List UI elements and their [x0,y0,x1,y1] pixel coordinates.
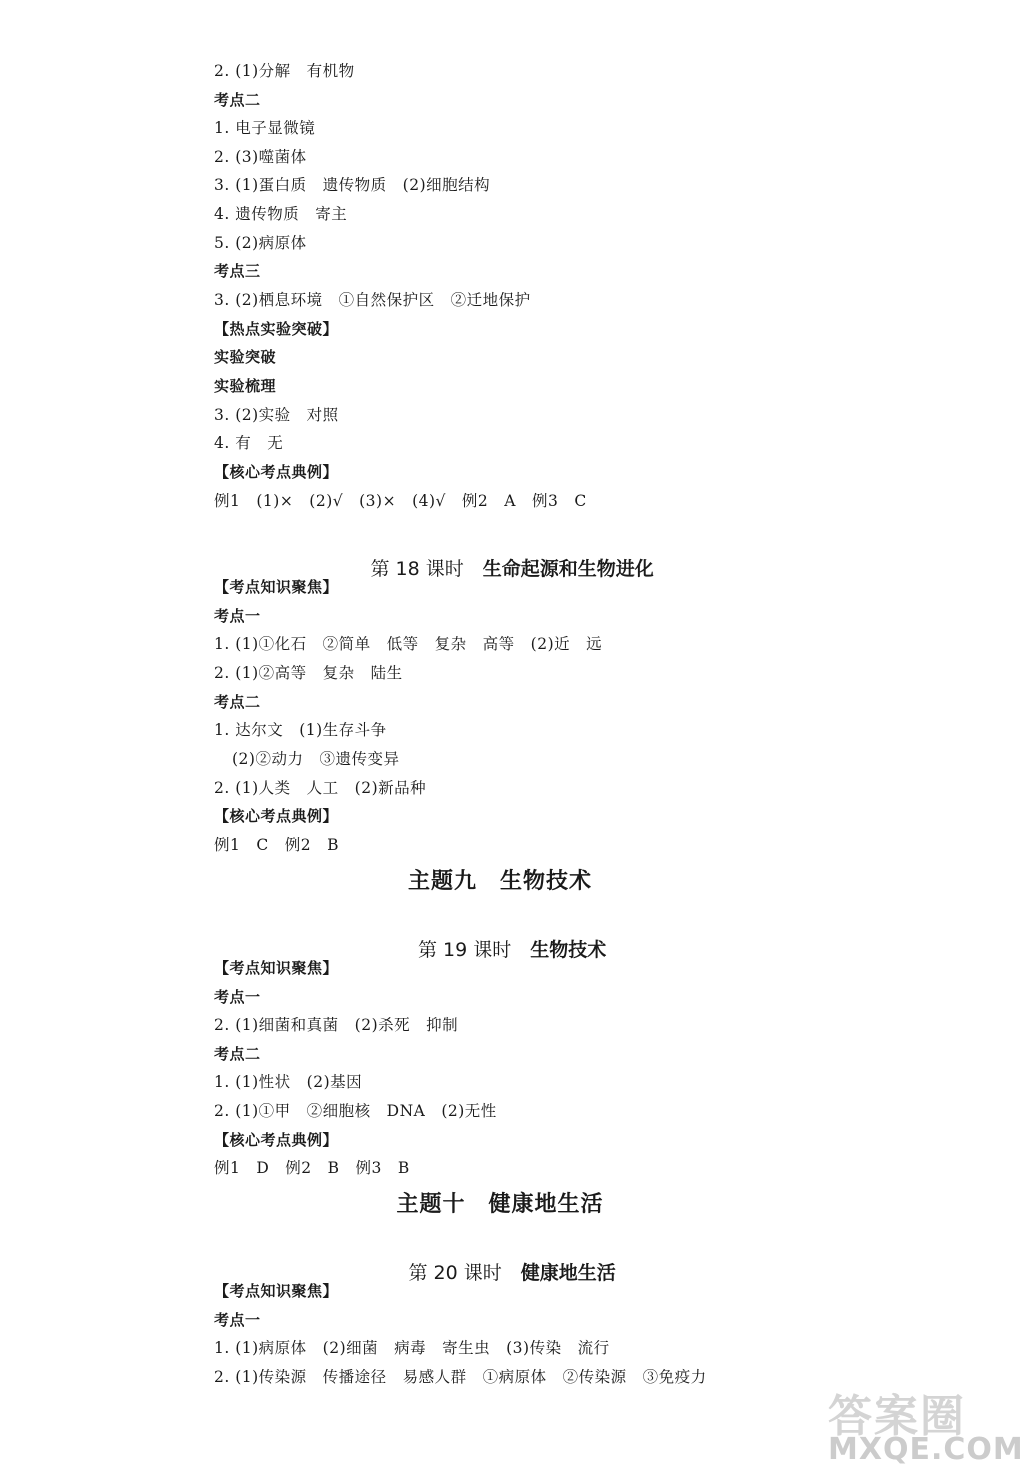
answer-line: 5. (2)病原体 [214,234,307,252]
answer-line: 4. 有 无 [214,434,284,452]
watermark-url: MXQE.COM [828,1432,1024,1467]
section-header: 【考点知识聚焦】 [214,959,339,977]
answer-line: 2. (1)细菌和真菌 (2)杀死 抑制 [214,1016,459,1034]
answer-line: 2. (3)噬菌体 [214,148,307,166]
topic-heading-10: 主题十 健康地生活 [396,1192,604,1217]
lesson-number: 第 20 课时 [408,1262,502,1284]
section-label: 考点三 [214,262,261,280]
lesson-heading-18 [0,532,1000,603]
lesson-title: 生命起源和生物进化 [482,558,654,580]
section-header: 【核心考点典例】 [214,807,339,825]
answer-line: 2. (1)人类 人工 (2)新品种 [214,779,427,797]
answer-line: 2. (1)①甲 ②细胞核 DNA (2)无性 [214,1102,497,1120]
answer-line: 1. (1)①化石 ②简单 低等 复杂 高等 (2)近 远 [214,635,603,653]
answer-line: 3. (2)栖息环境 ①自然保护区 ②迁地保护 [214,291,531,309]
lesson-title: 生物技术 [530,939,607,961]
lesson-title: 健康地生活 [520,1262,616,1284]
answer-line: 1. (1)性状 (2)基因 [214,1073,363,1091]
section-header: 【热点实验突破】 [214,320,339,338]
answer-line: 4. 遗传物质 寄主 [214,205,348,223]
answer-line: 2. (1)传染源 传播途径 易感人群 ①病原体 ②传染源 ③免疫力 [214,1368,707,1386]
section-label: 考点一 [214,1311,261,1329]
watermark-logo: 答案圈 [828,1391,966,1442]
answer-line: 例1 C 例2 B [214,836,339,854]
lesson-number: 第 19 课时 [417,939,512,961]
section-label: 实验梳理 [214,377,277,395]
answer-line: 2. (1)分解 有机物 [214,62,355,80]
watermark [820,1380,1024,1471]
lesson-number: 第 18 课时 [370,558,464,580]
lesson-heading-20 [0,1236,1000,1307]
section-header: 【核心考点典例】 [214,463,339,481]
section-label: 考点二 [214,1045,261,1063]
lesson-heading-19 [0,913,1000,984]
answer-line: 例1 D 例2 B 例3 B [214,1159,410,1177]
answer-line: 1. (1)病原体 (2)细菌 病毒 寄生虫 (3)传染 流行 [214,1339,610,1357]
section-header: 【考点知识聚焦】 [214,1282,339,1300]
answer-line: 1. 达尔文 (1)生存斗争 [214,721,387,739]
answer-line: 3. (2)实验 对照 [214,406,339,424]
section-label: 考点二 [214,693,261,711]
section-label: 考点一 [214,988,261,1006]
answer-line: 3. (1)蛋白质 遗传物质 (2)细胞结构 [214,176,491,194]
section-header: 【核心考点典例】 [214,1131,339,1149]
answer-line: (2)②动力 ③遗传变异 [232,750,400,768]
answer-line: 例1 (1)× (2)√ (3)× (4)√ 例2 A 例3 C [214,492,587,510]
section-label: 实验突破 [214,348,277,366]
answer-line: 1. 电子显微镜 [214,119,316,137]
section-header: 【考点知识聚焦】 [214,578,339,596]
topic-heading-9: 主题九 生物技术 [407,869,592,894]
section-label: 考点一 [214,607,261,625]
answer-line: 2. (1)②高等 复杂 陆生 [214,664,403,682]
section-label: 考点二 [214,91,261,109]
